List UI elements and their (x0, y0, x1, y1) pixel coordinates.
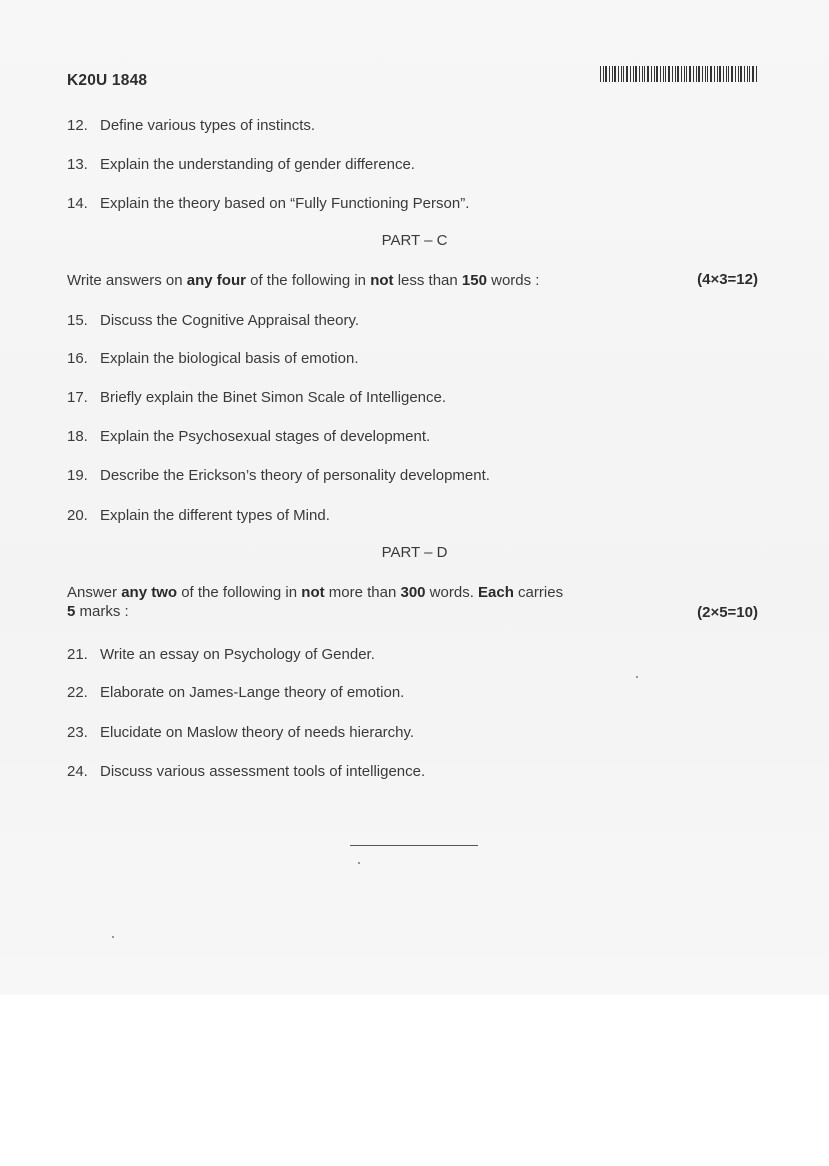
question-item (67, 195, 469, 213)
question-item (67, 646, 375, 664)
question-number: 20. (67, 507, 88, 524)
question-item (67, 763, 425, 781)
question-item (67, 350, 359, 368)
question-item (67, 156, 415, 174)
scan-speck (636, 676, 638, 678)
question-number: 13. (67, 156, 88, 173)
question-text: Briefly explain the Binet Simon Scale of Intelligence. (100, 389, 447, 406)
question-text: Explain the theory based on “Fully Functioning Person”. (100, 195, 470, 212)
question-text: Describe the Erickson’s theory of personality development. (100, 467, 490, 484)
question-number: 14. (67, 195, 88, 212)
barcode (600, 66, 758, 82)
question-text: Explain the Psychosexual stages of development. (100, 428, 431, 445)
question-text: Discuss the Cognitive Appraisal theory. (100, 312, 360, 329)
question-item (67, 428, 430, 446)
part-d-instruction: Answer any two of the following in not more than 300 words. Each carries 5 marks : (67, 584, 564, 620)
question-item (67, 117, 315, 135)
question-text: Discuss various assessment tools of intelligence. (100, 763, 426, 780)
question-item (67, 389, 446, 407)
scan-speck (358, 862, 360, 864)
question-item (67, 312, 359, 330)
question-text: Define various types of instincts. (100, 117, 316, 134)
part-d-heading: PART – D (381, 544, 448, 561)
question-text: Explain the biological basis of emotion. (100, 350, 359, 367)
question-number: 12. (67, 117, 88, 134)
question-number: 19. (67, 467, 88, 484)
question-text: Explain the understanding of gender difference. (100, 156, 415, 173)
question-number: 16. (67, 350, 88, 367)
question-item (67, 507, 330, 525)
question-number: 23. (67, 724, 88, 741)
part-c-heading: PART – C (381, 232, 448, 249)
question-number: 15. (67, 312, 88, 329)
question-number: 21. (67, 646, 88, 663)
question-item (67, 467, 490, 485)
part-c-marks: (4×3=12) (697, 271, 758, 288)
question-item (67, 724, 414, 742)
end-of-paper-rule (350, 845, 478, 846)
part-d-marks: (2×5=10) (697, 604, 758, 621)
question-text: Write an essay on Psychology of Gender. (100, 646, 375, 663)
paper-code: K20U 1848 (67, 72, 148, 89)
question-text: Explain the different types of Mind. (100, 507, 330, 524)
question-text: Elucidate on Maslow theory of needs hierarchy. (100, 724, 415, 741)
question-number: 18. (67, 428, 88, 445)
question-text: Elaborate on James-Lange theory of emotion. (100, 684, 405, 701)
question-item (67, 684, 404, 702)
part-c-instruction: Write answers on any four of the following in not less than 150 words : (67, 272, 540, 289)
question-number: 22. (67, 684, 88, 701)
question-number: 17. (67, 389, 88, 406)
question-number: 24. (67, 763, 88, 780)
scan-speck (112, 936, 114, 938)
